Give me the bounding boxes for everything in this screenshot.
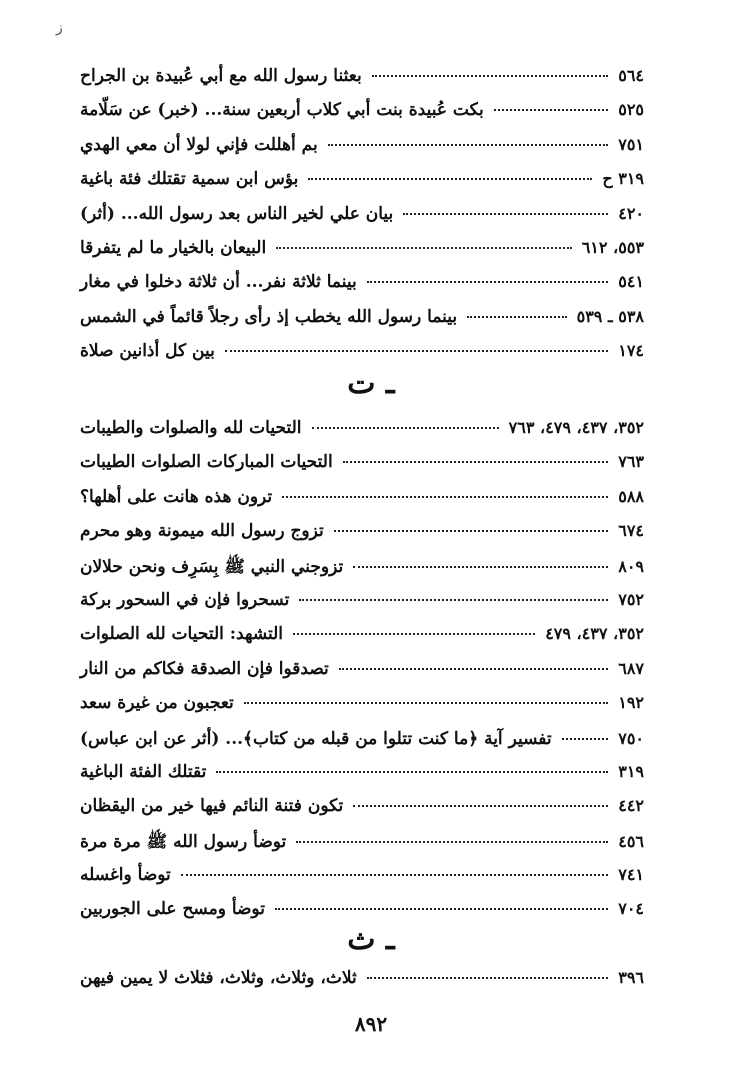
dot-leader xyxy=(244,702,608,704)
entry-text: تكون فتنة النائم فيها خير من اليقظان xyxy=(80,796,344,817)
dot-leader xyxy=(367,281,608,283)
entry-text: تزوجني النبي ﷺ بِسَرِف ونحن حلالان xyxy=(80,556,344,577)
dot-leader xyxy=(494,109,609,111)
index-entry xyxy=(80,452,644,486)
dot-leader xyxy=(343,461,609,463)
index-entry xyxy=(80,796,644,830)
entry-text: التحيات المباركات الصلوات الطيبات xyxy=(80,452,333,473)
index-entry xyxy=(80,521,644,555)
entry-pages: ٨٠٩ xyxy=(618,556,644,576)
entry-pages: ١٧٤ xyxy=(618,341,644,361)
index-entry xyxy=(80,968,644,1002)
entry-pages: ٣٥٢، ٤٣٧، ٤٧٩ xyxy=(545,624,644,644)
dot-leader xyxy=(276,247,571,249)
entry-pages: ٧٥١ xyxy=(618,134,644,154)
dot-leader xyxy=(312,427,499,429)
dot-leader xyxy=(467,316,566,318)
entry-text: تقتلك الفئة الباغية xyxy=(80,761,207,782)
entry-text: بيان علي لخير الناس بعد رسول الله... (أثر) xyxy=(80,203,394,224)
index-entry xyxy=(80,418,644,452)
index-entry xyxy=(80,762,644,796)
entry-text: التحيات لله والصلوات والطيبات xyxy=(80,418,302,438)
dot-leader xyxy=(372,75,609,77)
index-section-tha xyxy=(80,968,644,1002)
entry-text: تسحروا فإن في السحور بركة xyxy=(80,589,290,610)
dot-leader xyxy=(216,771,608,773)
entry-pages: ٥٨٨ xyxy=(618,486,644,506)
index-entry xyxy=(80,487,644,521)
index-entry xyxy=(80,169,644,203)
entry-text: البيعان بالخيار ما لم يتفرقا xyxy=(80,237,267,258)
dot-leader xyxy=(296,841,608,843)
dot-leader xyxy=(562,738,609,740)
entry-text: تفسير آية ﴿ما كنت تتلوا من قبله من كتاب﴾... (أثر عن ابن عباس) xyxy=(80,728,552,749)
index-entry xyxy=(80,831,644,865)
entry-pages: ٣١٩ xyxy=(618,761,644,781)
entry-text: بعثنا رسول الله مع أبي عُبيدة بن الجراح xyxy=(80,66,362,86)
entry-text: توضأ ومسح على الجوربين xyxy=(80,899,265,920)
entry-text: ثلاث، وثلاث، وثلاث، فثلاث لا يمين فيهن xyxy=(80,968,357,988)
dot-leader xyxy=(275,908,608,910)
index-entry xyxy=(80,556,644,590)
letter-heading-tha: ـ ث xyxy=(347,922,395,957)
entry-pages: ٥٣٨ ـ ٥٣٩ xyxy=(576,306,644,326)
entry-pages: ٥٦٤ xyxy=(618,66,644,85)
entry-text: توضأ رسول الله ﷺ مرة مرة xyxy=(80,831,287,852)
index-entry xyxy=(80,693,644,727)
dot-leader xyxy=(403,213,608,215)
dot-leader xyxy=(367,977,608,979)
dot-leader xyxy=(308,178,592,180)
entry-text: تعجبون من غيرة سعد xyxy=(80,693,234,714)
entry-text: بينما ثلاثة نفر... أن ثلاثة دخلوا في مغار xyxy=(80,272,357,293)
entry-pages: ٦٨٧ xyxy=(618,658,644,678)
index-entry xyxy=(80,728,644,762)
entry-text: بكت عُبيدة بنت أبي كلاب أربعين سنة... (خبر) عن سَلّامة xyxy=(80,100,484,121)
entry-text: تصدقوا فإن الصدقة فكاكم من النار xyxy=(80,658,329,679)
entry-text: تزوج رسول الله ميمونة وهو محرم xyxy=(80,521,324,542)
index-entry xyxy=(80,100,644,134)
entry-pages: ٤٢٠ xyxy=(618,203,644,223)
entry-pages: ٣١٩ ح xyxy=(602,169,644,189)
entry-pages: ٧٥٠ xyxy=(618,728,644,748)
index-entry xyxy=(80,624,644,658)
index-entry xyxy=(80,272,644,306)
index-entry xyxy=(80,590,644,624)
entry-text: التشهد: التحيات لله الصلوات xyxy=(80,624,284,645)
entry-text: بم أهللت فإني لولا أن معي الهدي xyxy=(80,134,318,155)
entry-pages: ٦٧٤ xyxy=(618,521,644,541)
entry-pages: ٥٤١ xyxy=(618,272,644,292)
index-entry xyxy=(80,204,644,238)
corner-mark: ز xyxy=(56,20,63,36)
index-section-ba xyxy=(80,66,644,376)
entry-pages: ٧٦٣ xyxy=(618,452,644,472)
entry-pages: ٧٥٢ xyxy=(618,589,644,609)
dot-leader xyxy=(225,350,608,352)
page-number: ٨٩٢ xyxy=(354,1012,388,1036)
dot-leader xyxy=(282,496,608,498)
entry-text: ترون هذه هانت على أهلها؟ xyxy=(80,486,273,507)
entry-pages: ٤٥٦ xyxy=(618,831,644,851)
entry-text: بينما رسول الله يخطب إذ رأى رجلاً قائماً في الشمس xyxy=(80,306,458,327)
dot-leader xyxy=(334,530,608,532)
index-entry xyxy=(80,135,644,169)
entry-pages: ٧٤١ xyxy=(618,865,644,885)
entry-pages: ٧٠٤ xyxy=(618,899,644,919)
entry-pages: ٤٤٢ xyxy=(618,796,644,816)
entry-pages: ٣٩٦ xyxy=(618,968,644,987)
entry-text: بين كل أذانين صلاة xyxy=(80,341,215,362)
index-entry xyxy=(80,865,644,899)
dot-leader xyxy=(181,874,608,876)
letter-heading-ta: ـ ت xyxy=(347,366,395,401)
dot-leader xyxy=(328,144,609,146)
dot-leader xyxy=(299,599,608,601)
entry-pages: ١٩٢ xyxy=(618,693,644,713)
index-entry xyxy=(80,307,644,341)
entry-pages: ٥٢٥ xyxy=(618,100,644,120)
index-entry xyxy=(80,238,644,272)
entry-text: بؤس ابن سمية تقتلك فئة باغية xyxy=(80,169,299,190)
entry-pages: ٥٥٣، ٦١٢ xyxy=(581,237,644,257)
index-entry xyxy=(80,659,644,693)
dot-leader xyxy=(353,805,608,807)
entry-pages: ٣٥٢، ٤٣٧، ٤٧٩، ٧٦٣ xyxy=(508,418,644,437)
dot-leader xyxy=(339,668,608,670)
dot-leader xyxy=(353,566,608,568)
entry-text: توضأ واغسله xyxy=(80,865,171,886)
index-entry xyxy=(80,66,644,100)
index-section-ta xyxy=(80,418,644,934)
dot-leader xyxy=(293,633,535,635)
